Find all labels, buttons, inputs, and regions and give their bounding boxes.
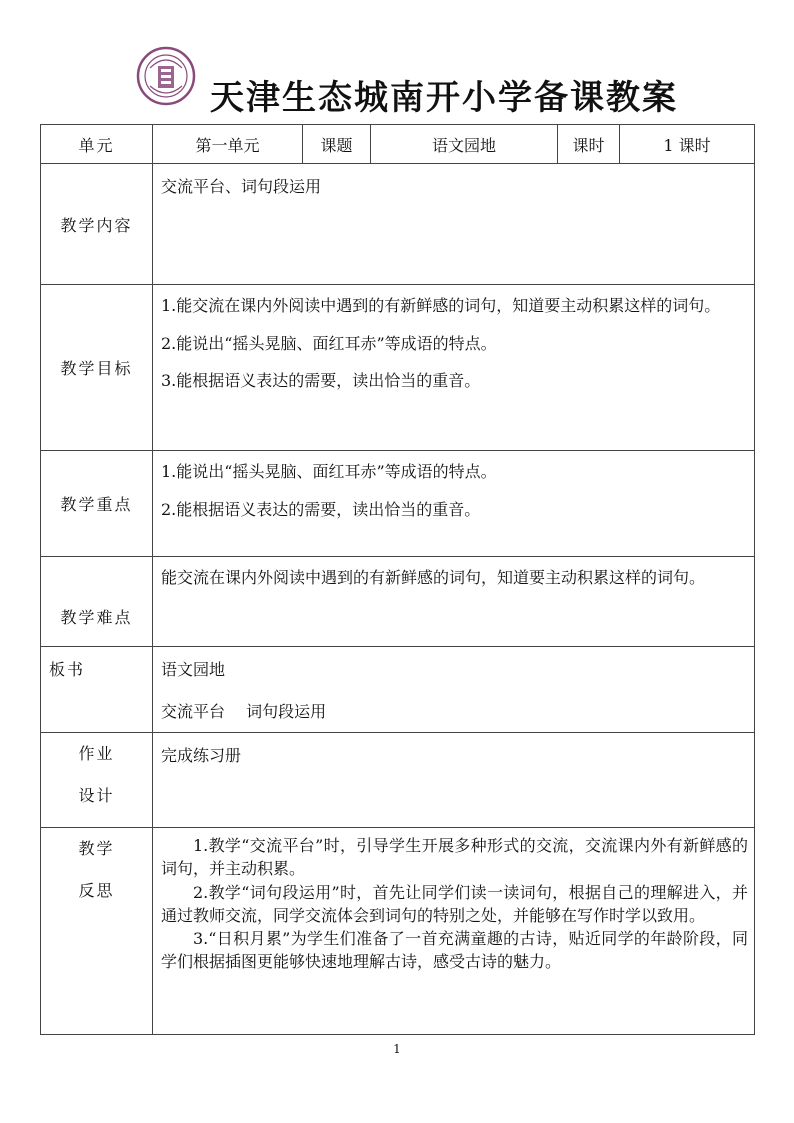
- key-points-row: [41, 451, 755, 557]
- homework-label: 作业 设计: [41, 733, 153, 828]
- lesson-plan-table: [40, 124, 755, 1035]
- goal-item: 1.能交流在课内外阅读中遇到的有新鲜感的词句，知道要主动积累这样的词句。: [161, 296, 721, 315]
- goal-item: 3.能根据语义表达的需要，读出恰当的重音。: [161, 371, 481, 391]
- content-label: 教学内容: [41, 164, 153, 285]
- hours-label: 课时: [558, 125, 620, 164]
- key-points-text: [153, 451, 755, 557]
- reflection-item: 3.“日积月累”为学生们准备了一首充满童趣的古诗，贴近同学的年龄阶段，同学们根据插图更能够快速地理解古诗，感受古诗的魅力。: [161, 928, 748, 972]
- goals-label: 教学目标: [41, 285, 153, 451]
- reflection-row: [41, 828, 755, 1035]
- reflection-item: 1.教学“交流平台”时，引导学生开展多种形式的交流，交流课内外有新鲜感的词句，并主动积累。: [161, 836, 748, 879]
- key-point-item: 2.能根据语义表达的需要，读出恰当的重音。: [161, 499, 481, 519]
- difficulties-row: [41, 557, 755, 647]
- board-text: [153, 647, 755, 733]
- reflection-item: 2.教学“词句段运用”时，首先让同学们读一读词句，根据自己的理解进入，并通过教师交流，同学交流体会到词句的特别之处，并能够在写作时学以致用。: [161, 882, 748, 925]
- reflection-text: [153, 828, 755, 1035]
- content-row: [41, 164, 755, 285]
- topic-value: 语文园地: [371, 125, 558, 164]
- board-label: 板书: [41, 647, 153, 733]
- difficulties-label: 教学难点: [41, 557, 153, 647]
- hours-value: 1 课时: [620, 125, 755, 164]
- goal-item: 2.能说出“摇头晃脑、面红耳赤”等成语的特点。: [161, 333, 497, 353]
- content-text: 交流平台、词句段运用: [153, 164, 755, 285]
- header-row: [41, 125, 755, 164]
- key-points-label: 教学重点: [41, 451, 153, 557]
- reflection-label: 教学 反思: [41, 828, 153, 1035]
- key-point-item: 1.能说出“摇头晃脑、面红耳赤”等成语的特点。: [161, 462, 497, 481]
- board-line: 语文园地: [161, 660, 226, 679]
- school-seal-icon: [136, 46, 196, 106]
- goals-row: [41, 285, 755, 451]
- board-line: 交流平台 词句段运用: [161, 701, 327, 721]
- difficulties-text: 能交流在课内外阅读中遇到的有新鲜感的词句，知道要主动积累这样的词句。: [153, 557, 755, 647]
- homework-row: [41, 733, 755, 828]
- unit-value: 第一单元: [153, 125, 303, 164]
- topic-label: 课题: [303, 125, 371, 164]
- page-number: 1: [393, 1042, 401, 1056]
- unit-label: 单元: [41, 125, 153, 164]
- document-title: 天津生态城南开小学备课教案: [210, 78, 678, 118]
- homework-text: 完成练习册: [153, 733, 755, 828]
- goals-text: [153, 285, 755, 451]
- board-row: [41, 647, 755, 733]
